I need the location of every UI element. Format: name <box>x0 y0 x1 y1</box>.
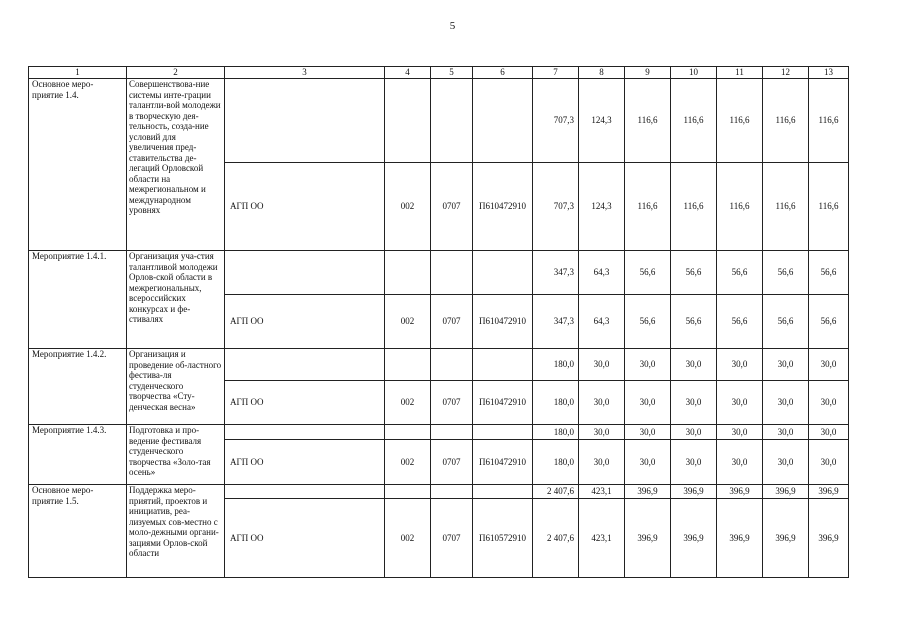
total-cell: 347,3 <box>533 251 579 295</box>
section-code-cell: 0707 <box>431 440 473 485</box>
header-cell: 10 <box>671 67 717 79</box>
target-article-cell: П610572910 <box>473 499 533 578</box>
grbs-code-cell: 002 <box>385 295 431 349</box>
budget-table <box>28 66 849 578</box>
event-description-cell: Организация и проведение об-ластного фестива-ля студенческого творчества «Сту-денческая весна» <box>127 349 225 425</box>
year-cell: 56,6 <box>717 251 763 295</box>
grbs-code-cell: 002 <box>385 440 431 485</box>
header-cell: 9 <box>625 67 671 79</box>
year-cell: 56,6 <box>809 295 849 349</box>
year-cell: 30,0 <box>579 440 625 485</box>
year-cell: 396,9 <box>625 485 671 499</box>
year-cell: 30,0 <box>625 349 671 381</box>
header-cell: 8 <box>579 67 625 79</box>
executor-cell: АГП ОО <box>225 440 385 485</box>
grbs-code-cell <box>385 79 431 163</box>
executor-cell <box>225 349 385 381</box>
year-cell: 30,0 <box>809 440 849 485</box>
year-cell: 30,0 <box>671 440 717 485</box>
year-cell: 64,3 <box>579 295 625 349</box>
table-row <box>29 425 849 440</box>
year-cell: 30,0 <box>579 349 625 381</box>
target-article-cell <box>473 349 533 381</box>
event-name-cell: Основное меро-приятие 1.4. <box>29 79 127 251</box>
year-cell: 396,9 <box>717 499 763 578</box>
year-cell: 56,6 <box>625 295 671 349</box>
header-row <box>29 67 849 79</box>
year-cell: 30,0 <box>763 440 809 485</box>
year-cell: 124,3 <box>579 79 625 163</box>
year-cell: 64,3 <box>579 251 625 295</box>
year-cell: 116,6 <box>625 79 671 163</box>
year-cell: 116,6 <box>671 79 717 163</box>
header-cell: 4 <box>385 67 431 79</box>
event-description-cell: Подготовка и про-ведение фестиваля студенческого творчества «Золо-тая осень» <box>127 425 225 485</box>
year-cell: 30,0 <box>717 349 763 381</box>
executor-cell: АГП ОО <box>225 499 385 578</box>
total-cell: 180,0 <box>533 381 579 425</box>
year-cell: 30,0 <box>625 381 671 425</box>
grbs-code-cell: 002 <box>385 499 431 578</box>
executor-cell <box>225 425 385 440</box>
target-article-cell: П610472910 <box>473 295 533 349</box>
year-cell: 116,6 <box>763 163 809 251</box>
year-cell: 116,6 <box>671 163 717 251</box>
header-cell: 3 <box>225 67 385 79</box>
year-cell: 30,0 <box>809 349 849 381</box>
section-code-cell: 0707 <box>431 381 473 425</box>
grbs-code-cell: 002 <box>385 381 431 425</box>
year-cell: 30,0 <box>625 440 671 485</box>
section-code-cell <box>431 79 473 163</box>
year-cell: 30,0 <box>579 381 625 425</box>
total-cell: 180,0 <box>533 425 579 440</box>
table-row <box>29 79 849 163</box>
year-cell: 30,0 <box>717 425 763 440</box>
target-article-cell: П610472910 <box>473 381 533 425</box>
year-cell: 56,6 <box>717 295 763 349</box>
year-cell: 56,6 <box>763 251 809 295</box>
year-cell: 396,9 <box>671 499 717 578</box>
year-cell: 396,9 <box>717 485 763 499</box>
table-row <box>29 349 849 381</box>
table-body <box>29 79 849 578</box>
year-cell: 116,6 <box>763 79 809 163</box>
year-cell: 396,9 <box>763 499 809 578</box>
section-code-cell <box>431 485 473 499</box>
target-article-cell: П610472910 <box>473 163 533 251</box>
executor-cell: АГП ОО <box>225 381 385 425</box>
section-code-cell: 0707 <box>431 499 473 578</box>
executor-cell <box>225 485 385 499</box>
total-cell: 347,3 <box>533 295 579 349</box>
executor-cell: АГП ОО <box>225 163 385 251</box>
year-cell: 30,0 <box>717 440 763 485</box>
table-row <box>29 485 849 499</box>
year-cell: 396,9 <box>763 485 809 499</box>
event-description-cell: Организация уча-стия талантливой молодежи Орлов-ской области в межрегиональных, всероссийских конкурсах и фе-стивалях <box>127 251 225 349</box>
section-code-cell: 0707 <box>431 163 473 251</box>
year-cell: 30,0 <box>763 349 809 381</box>
year-cell: 30,0 <box>809 381 849 425</box>
year-cell: 116,6 <box>717 163 763 251</box>
year-cell: 396,9 <box>671 485 717 499</box>
target-article-cell <box>473 425 533 440</box>
total-cell: 2 407,6 <box>533 499 579 578</box>
table-row <box>29 251 849 295</box>
grbs-code-cell <box>385 251 431 295</box>
header-cell: 2 <box>127 67 225 79</box>
year-cell: 30,0 <box>809 425 849 440</box>
executor-cell <box>225 251 385 295</box>
year-cell: 396,9 <box>809 485 849 499</box>
target-article-cell: П610472910 <box>473 440 533 485</box>
grbs-code-cell: 002 <box>385 163 431 251</box>
total-cell: 180,0 <box>533 440 579 485</box>
total-cell: 180,0 <box>533 349 579 381</box>
year-cell: 116,6 <box>809 79 849 163</box>
total-cell: 2 407,6 <box>533 485 579 499</box>
grbs-code-cell <box>385 485 431 499</box>
event-name-cell: Мероприятие 1.4.2. <box>29 349 127 425</box>
header-cell: 11 <box>717 67 763 79</box>
grbs-code-cell <box>385 349 431 381</box>
target-article-cell <box>473 485 533 499</box>
year-cell: 56,6 <box>763 295 809 349</box>
year-cell: 30,0 <box>763 381 809 425</box>
year-cell: 30,0 <box>717 381 763 425</box>
header-cell: 5 <box>431 67 473 79</box>
year-cell: 30,0 <box>671 425 717 440</box>
year-cell: 56,6 <box>671 295 717 349</box>
section-code-cell: 0707 <box>431 295 473 349</box>
year-cell: 56,6 <box>809 251 849 295</box>
event-name-cell: Основное меро-приятие 1.5. <box>29 485 127 578</box>
year-cell: 56,6 <box>625 251 671 295</box>
executor-cell <box>225 79 385 163</box>
header-cell: 7 <box>533 67 579 79</box>
section-code-cell <box>431 251 473 295</box>
year-cell: 423,1 <box>579 499 625 578</box>
year-cell: 423,1 <box>579 485 625 499</box>
total-cell: 707,3 <box>533 163 579 251</box>
event-name-cell: Мероприятие 1.4.3. <box>29 425 127 485</box>
header-cell: 12 <box>763 67 809 79</box>
year-cell: 124,3 <box>579 163 625 251</box>
year-cell: 116,6 <box>809 163 849 251</box>
year-cell: 116,6 <box>717 79 763 163</box>
header-cell: 1 <box>29 67 127 79</box>
year-cell: 30,0 <box>625 425 671 440</box>
section-code-cell <box>431 349 473 381</box>
event-description-cell: Совершенствова-ние системы инте-грации талантли-вой молодежи в творческую дея-тельность, созда-ние условий для увеличения пред-ставительства де-легаций Орловской области на межрегиональном и международном уровнях <box>127 79 225 251</box>
year-cell: 56,6 <box>671 251 717 295</box>
executor-cell: АГП ОО <box>225 295 385 349</box>
total-cell: 707,3 <box>533 79 579 163</box>
page-number: 5 <box>449 20 456 32</box>
year-cell: 396,9 <box>809 499 849 578</box>
year-cell: 30,0 <box>671 349 717 381</box>
event-description-cell: Поддержка меро-приятий, проектов и инициатив, реа-лизуемых сов-местно с моло-дежными органи-зациями Орлов-ской области <box>127 485 225 578</box>
header-cell: 13 <box>809 67 849 79</box>
year-cell: 30,0 <box>671 381 717 425</box>
year-cell: 396,9 <box>625 499 671 578</box>
section-code-cell <box>431 425 473 440</box>
year-cell: 30,0 <box>763 425 809 440</box>
grbs-code-cell <box>385 425 431 440</box>
event-name-cell: Мероприятие 1.4.1. <box>29 251 127 349</box>
year-cell: 30,0 <box>579 425 625 440</box>
target-article-cell <box>473 79 533 163</box>
year-cell: 116,6 <box>625 163 671 251</box>
header-cell: 6 <box>473 67 533 79</box>
target-article-cell <box>473 251 533 295</box>
